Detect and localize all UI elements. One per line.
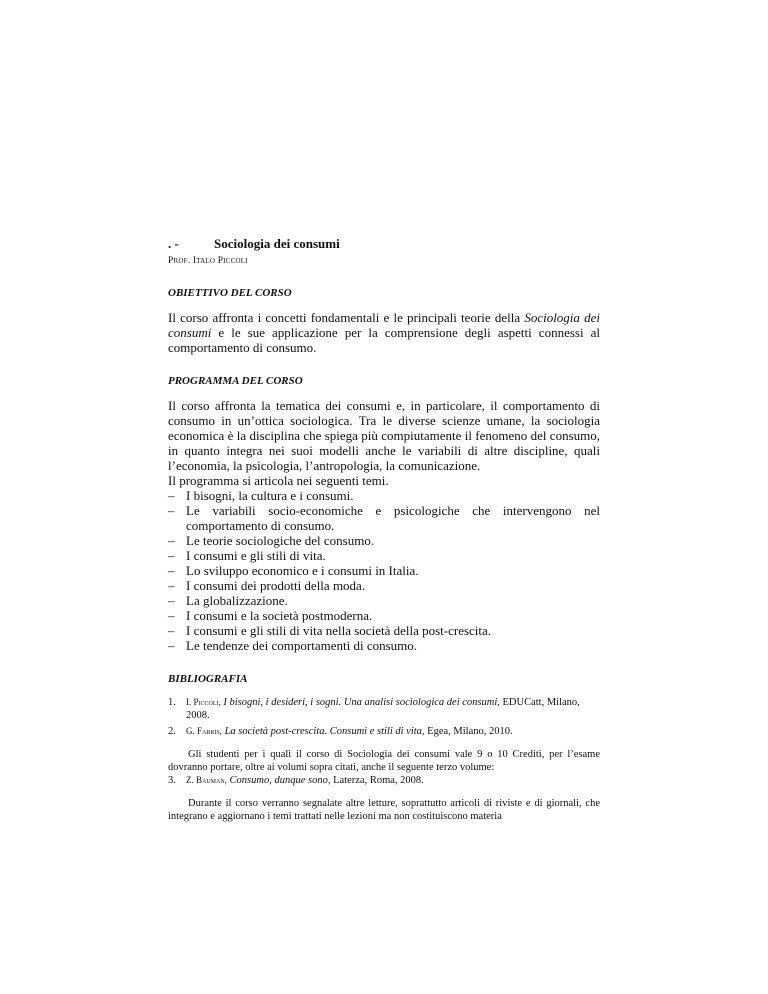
program-topic-item: – I consumi e gli stili di vita. [168,548,326,563]
program-topic-item: – La globalizzazione. [168,593,288,608]
bibliography-extra-list [168,774,600,787]
program-intro: Il corso affronta la tematica dei consumi e, in particolare, il comportamento di consumo in un’ottica sociologica. Tra le diverse scienze umane, la sociologia economica è la disciplina che spiega più compiutamente il fenomeno del consumo, in quanto integra nei suoi modelli anche le variabili di altre discipline, quali l’economia, la psicologia, l’antropologia, la comunicazione. [168,398,600,473]
dash-bullet: – [168,548,175,563]
program-topic-item: – Lo sviluppo economico e i consumi in Italia. [168,563,419,578]
bibliography-item: 2. G. Fabris, La società post-crescita. Consumi e stili di vita, Egea, Milano, 2010. [168,726,513,737]
program-topic-item: – I consumi e gli stili di vita nella società della post-crescita. [168,623,492,638]
bibliography-list [168,696,600,738]
dash-bullet: – [168,533,175,548]
program-heading: PROGRAMMA DEL CORSO [168,375,303,387]
course-title-row [168,236,600,251]
course-title: Sociologia dei consumi [214,236,340,251]
bibliography-note-readings: Durante il corso verranno segnalate altre letture, soprattutto articoli di riviste e di giornali, che integrano e aggiornano i temi trattati nelle lezioni ma non costituiscono materia [168,798,600,822]
program-topic-item: – Le teorie sociologiche del consumo. [168,533,375,548]
dash-bullet: – [168,578,175,593]
program-lead: Il programma si articola nei seguenti temi. [168,473,389,488]
dash-bullet: – [168,503,175,518]
course-number: . - [168,236,179,251]
objective-text: Il corso affronta i concetti fondamentali e le principali teorie della Sociologia dei consumi e le sue applicazione per la comprensione degli aspetti connessi al comportamento di consumo. [168,310,600,355]
dash-bullet: – [168,638,175,653]
course-professor: Prof. Italo Piccoli [168,256,248,266]
program-topic-item: – I consumi e la società postmoderna. [168,608,373,623]
program-topics-list [168,488,600,653]
program-topic-item: – Le tendenze dei comportamenti di consumo. [168,638,418,653]
objective-heading: OBIETTIVO DEL CORSO [168,287,292,299]
bibliography-item: 3. Z. Bauman, Consumo, dunque sono, Laterza, Roma, 2008. [168,775,424,786]
program-topic-item: – I consumi dei prodotti della moda. [168,578,366,593]
bibliography-item: 1. I. Piccoli, I bisogni, i desideri, i sogni. Una analisi sociologica dei consumi, EDUCatt, Milano, 2008. [168,697,580,721]
bibliography-note-credits: Gli studenti per i quali il corso di Sociologia dei consumi vale 9 o 10 Crediti, per l’esame dovranno portare, oltre ai volumi sopra citati, anche il seguente terzo volume: [168,749,600,773]
dash-bullet: – [168,593,175,608]
dash-bullet: – [168,623,175,638]
dash-bullet: – [168,608,175,623]
program-topic-item: – Le variabili socio-economiche e psicologiche che intervengono nel comportamento di consumo. [168,503,600,533]
dash-bullet: – [168,488,175,503]
document-page [168,236,600,823]
dash-bullet: – [168,563,175,578]
bibliography-heading: BIBLIOGRAFIA [168,673,248,685]
program-topic-item: – I bisogni, la cultura e i consumi. [168,488,354,503]
